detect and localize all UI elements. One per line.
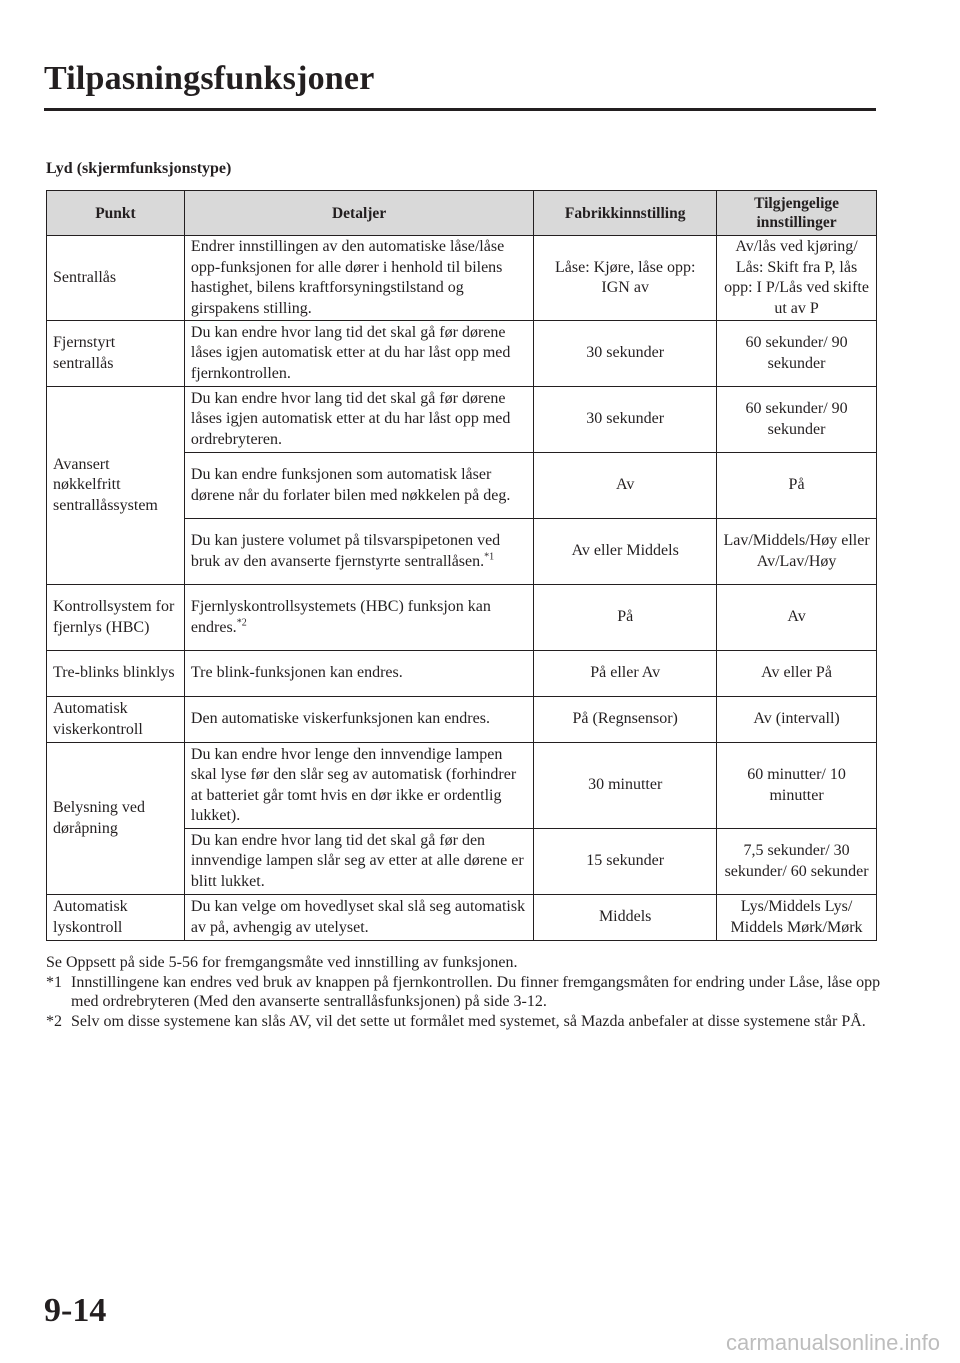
- row-tilgjengelige: Av/lås ved kjøring/ Lås: Skift fra P, lås opp: I P/Lås ved skifte ut av P: [717, 236, 877, 321]
- page-title: Tilpasningsfunksjoner: [44, 60, 375, 97]
- settings-table: [46, 190, 877, 941]
- table-row: [47, 236, 877, 321]
- row-fabrikkinnstilling: På eller Av: [534, 651, 717, 697]
- footnote-1-text: Innstillingene kan endres ved bruk av knappen på fjernkontrollen. Du finner fremgangsmåten for endring under Låse, låse opp med ordrebryteren (Med den avanserte sentrallåsfunksjonen) på side 3-12.: [71, 973, 881, 1010]
- column-header-detaljer: Detaljer: [184, 191, 533, 236]
- row-punkt: Tre-blinks blinklys: [47, 651, 185, 697]
- footnote-ref-1: *1: [484, 551, 495, 563]
- row-detaljer: Du kan endre hvor lang tid det skal gå før dørene låses igjen automatisk etter at du har låst opp med ordrebryteren.: [184, 387, 533, 453]
- row-fabrikkinnstilling: På (Regnsensor): [534, 697, 717, 743]
- row-punkt: Automatisk lyskontroll: [47, 895, 185, 941]
- row-tilgjengelige: Av eller På: [717, 651, 877, 697]
- row-fabrikkinnstilling: Middels: [534, 895, 717, 941]
- table-row: [47, 387, 877, 453]
- footnote-1-marker: *1: [46, 973, 62, 991]
- table-row: [47, 697, 877, 743]
- footnote-2-text: Selv om disse systemene kan slås AV, vil det sette ut formålet med systemet, så Mazda anbefaler at disse systemene står PÅ.: [71, 1012, 866, 1030]
- column-header-fabrikkinnstilling: Fabrikkinnstilling: [534, 191, 717, 236]
- row-tilgjengelige: Lav/Middels/Høy eller Av/Lav/Høy: [717, 519, 877, 585]
- row-fabrikkinnstilling: 30 minutter: [534, 743, 717, 829]
- row-punkt: Automatisk viskerkontroll: [47, 697, 185, 743]
- watermark: carmanualsonline.info: [725, 1330, 940, 1355]
- row-detaljer: Du kan endre hvor lang tid det skal gå før dørene låses igjen automatisk etter at du har låst opp med fjernkontrollen.: [184, 321, 533, 387]
- row-detaljer-text: Du kan justere volumet på tilsvarspipetonen ved bruk av den avanserte fjernstyrte sentrallåsen.: [190, 532, 501, 570]
- row-detaljer: Du kan endre hvor lang tid det skal gå før den innvendige lampen slår seg av etter at alle dørene er blitt lukket.: [184, 829, 533, 895]
- row-fabrikkinnstilling: Av eller Middels: [534, 519, 717, 585]
- table-row: [47, 895, 877, 941]
- row-fabrikkinnstilling: Av: [534, 453, 717, 519]
- row-punkt: Avansert nøkkelfritt sentrallåssystem: [47, 387, 185, 585]
- row-tilgjengelige: Av: [717, 585, 877, 651]
- column-header-punkt: Punkt: [47, 191, 185, 236]
- row-detaljer: Du kan velge om hovedlyset skal slå seg automatisk av på, avhengig av utelyset.: [184, 895, 533, 941]
- row-tilgjengelige: Lys/Middels Lys/ Middels Mørk/Mørk: [717, 895, 877, 941]
- row-punkt: Sentrallås: [47, 236, 185, 321]
- column-header-tilgjengelige: Tilgjengelige innstillinger: [717, 191, 877, 236]
- section-heading: Lyd (skjermfunksjonstype): [46, 160, 232, 177]
- row-detaljer: Tre blink-funksjonen kan endres.: [184, 651, 533, 697]
- row-detaljer: Endrer innstillingen av den automatiske låse/låse opp-funksjonen for alle dører i henhold til bilens hastighet, bilens kraftforsyningstilstand og girspakens stilling.: [184, 236, 533, 321]
- row-punkt: Kontrollsystem for fjernlys (HBC): [47, 585, 185, 651]
- row-tilgjengelige: 60 minutter/ 10 minutter: [717, 743, 877, 829]
- row-detaljer: Du kan endre hvor lenge den innvendige lampen skal lyse før den slår seg av automatisk (forhindrer at batteriet går tomt hvis en dør ikke er ordentlig lukket).: [184, 743, 533, 829]
- row-detaljer: Du kan endre funksjonen som automatisk låser dørene når du forlater bilen med nøkkelen på deg.: [184, 453, 533, 519]
- row-punkt: Fjernstyrt sentrallås: [47, 321, 185, 387]
- table-row: [47, 743, 877, 829]
- row-tilgjengelige: Av (intervall): [717, 697, 877, 743]
- row-fabrikkinnstilling: 15 sekunder: [534, 829, 717, 895]
- footnote-ref-2: *2: [236, 617, 247, 629]
- table-header-row: [47, 191, 877, 236]
- table-row: [47, 585, 877, 651]
- page-number: 9-14: [44, 1292, 107, 1329]
- row-detaljer: [184, 585, 533, 651]
- table-row: [47, 321, 877, 387]
- row-detaljer: [184, 519, 533, 585]
- row-tilgjengelige: 60 sekunder/ 90 sekunder: [717, 387, 877, 453]
- see-setup-note: Se Oppsett på side 5-56 for fremgangsmåte ved innstilling av funksjonen.: [46, 954, 518, 971]
- row-fabrikkinnstilling: På: [534, 585, 717, 651]
- row-tilgjengelige: På: [717, 453, 877, 519]
- row-tilgjengelige: 7,5 sekunder/ 30 sekunder/ 60 sekunder: [717, 829, 877, 895]
- footnote-2: [46, 1012, 886, 1032]
- row-tilgjengelige: 60 sekunder/ 90 sekunder: [717, 321, 877, 387]
- title-rule: [44, 108, 876, 111]
- footnote-2-marker: *2: [46, 1012, 62, 1030]
- footnote-1: [46, 973, 886, 1012]
- row-fabrikkinnstilling: 30 sekunder: [534, 321, 717, 387]
- row-detaljer-text: Fjernlyskontrollsystemets (HBC) funksjon kan endres.: [190, 598, 491, 636]
- table-row: [47, 651, 877, 697]
- notes: [46, 953, 886, 1031]
- row-punkt: Belysning ved døråpning: [47, 743, 185, 895]
- row-fabrikkinnstilling: 30 sekunder: [534, 387, 717, 453]
- row-detaljer: Den automatiske viskerfunksjonen kan endres.: [184, 697, 533, 743]
- row-fabrikkinnstilling: Låse: Kjøre, låse opp: IGN av: [534, 236, 717, 321]
